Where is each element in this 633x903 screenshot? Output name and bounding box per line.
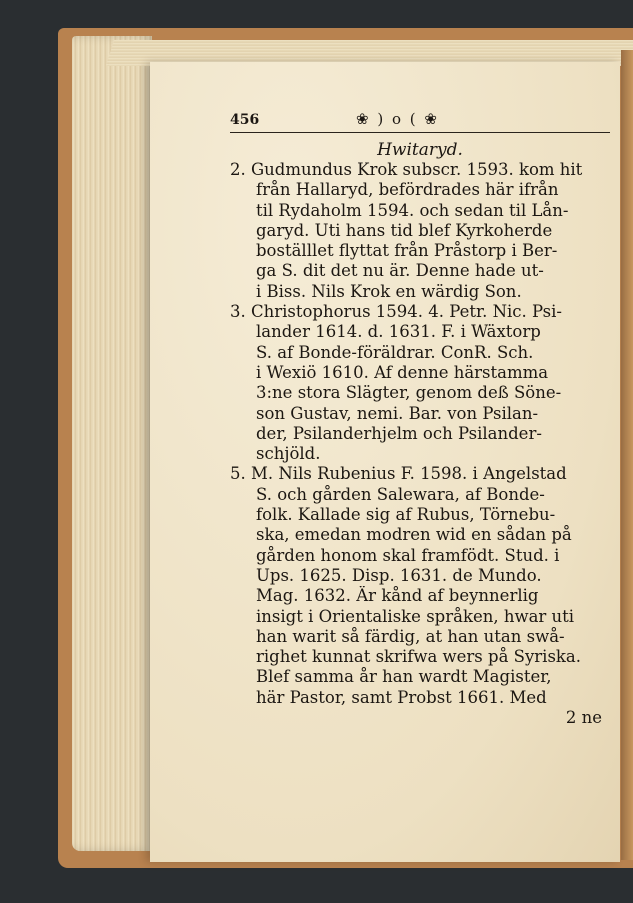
text-line: garyd. Uti hans tid blef Kyrkoherde [256, 220, 553, 240]
text-line: från Hallaryd, befördrades här ifrån [256, 180, 559, 200]
text-line: han warit så färdig, at han utan swå- [256, 626, 565, 646]
section-title: Hwitaryd. [377, 140, 463, 160]
text-line: insigt i Orientaliske språken, hwar uti [256, 606, 575, 626]
text-line: 3. Christophorus 1594. 4. Petr. Nic. Psi- [230, 302, 562, 322]
text-line: schjöld. [256, 444, 321, 464]
header-rule [230, 132, 610, 133]
text-line: boställlet flyttat från Pråstorp i Ber- [256, 241, 558, 261]
text-line: S. och gården Salewara, af Bonde- [256, 484, 545, 504]
book-spine-edge [621, 50, 633, 860]
text-line: folk. Kallade sig af Rubus, Törnebu- [256, 505, 556, 525]
page-header [230, 112, 610, 138]
text-line: 2. Gudmundus Krok subscr. 1593. kom hit [230, 160, 583, 179]
text-line: righet kunnat skrifwa wers på Syriska. [256, 647, 581, 667]
text-line: ga S. dit det nu är. Denne hade ut- [256, 261, 544, 281]
text-line: Ups. 1625. Disp. 1631. de Mundo. [256, 565, 542, 585]
text-line: til Rydaholm 1594. och sedan til Lån- [256, 200, 569, 220]
text-line: Mag. 1632. Är kånd af beynnerlig [256, 586, 539, 606]
text-line: gården honom skal framfödt. Stud. i [256, 545, 560, 565]
text-line: i Wexiö 1610. Af denne härstamma [256, 362, 549, 382]
entry-5 [230, 464, 610, 708]
entry-2 [230, 160, 610, 302]
text-line: son Gustav, nemi. Bar. von Psilan- [256, 403, 539, 423]
text-line: Blef samma år han wardt Magister, [256, 667, 552, 687]
entry-3 [230, 302, 610, 464]
text-line: i Biss. Nils Krok en wärdig Son. [256, 281, 522, 301]
text-line: der, Psilanderhjelm och Psilander- [256, 423, 542, 443]
text-line: 5. M. Nils Rubenius F. 1598. i Angelstad [230, 464, 567, 484]
text-line: ska, emedan modren wid en sådan på [256, 525, 572, 545]
page-edges [72, 36, 152, 851]
text-line: 3:ne stora Slägter, genom deß Söne- [256, 383, 562, 403]
page-number: 456 [230, 112, 260, 128]
catchword: 2 ne [565, 708, 602, 728]
text-line: S. af Bonde-föräldrar. ConR. Sch. [256, 342, 534, 362]
header-ornament: ❀ ) o ( ❀ [356, 110, 439, 128]
text-line: lander 1614. d. 1631. F. i Wäxtorp [256, 322, 541, 342]
page-text [230, 112, 610, 728]
text-line: här Pastor, samt Probst 1661. Med [256, 687, 547, 707]
